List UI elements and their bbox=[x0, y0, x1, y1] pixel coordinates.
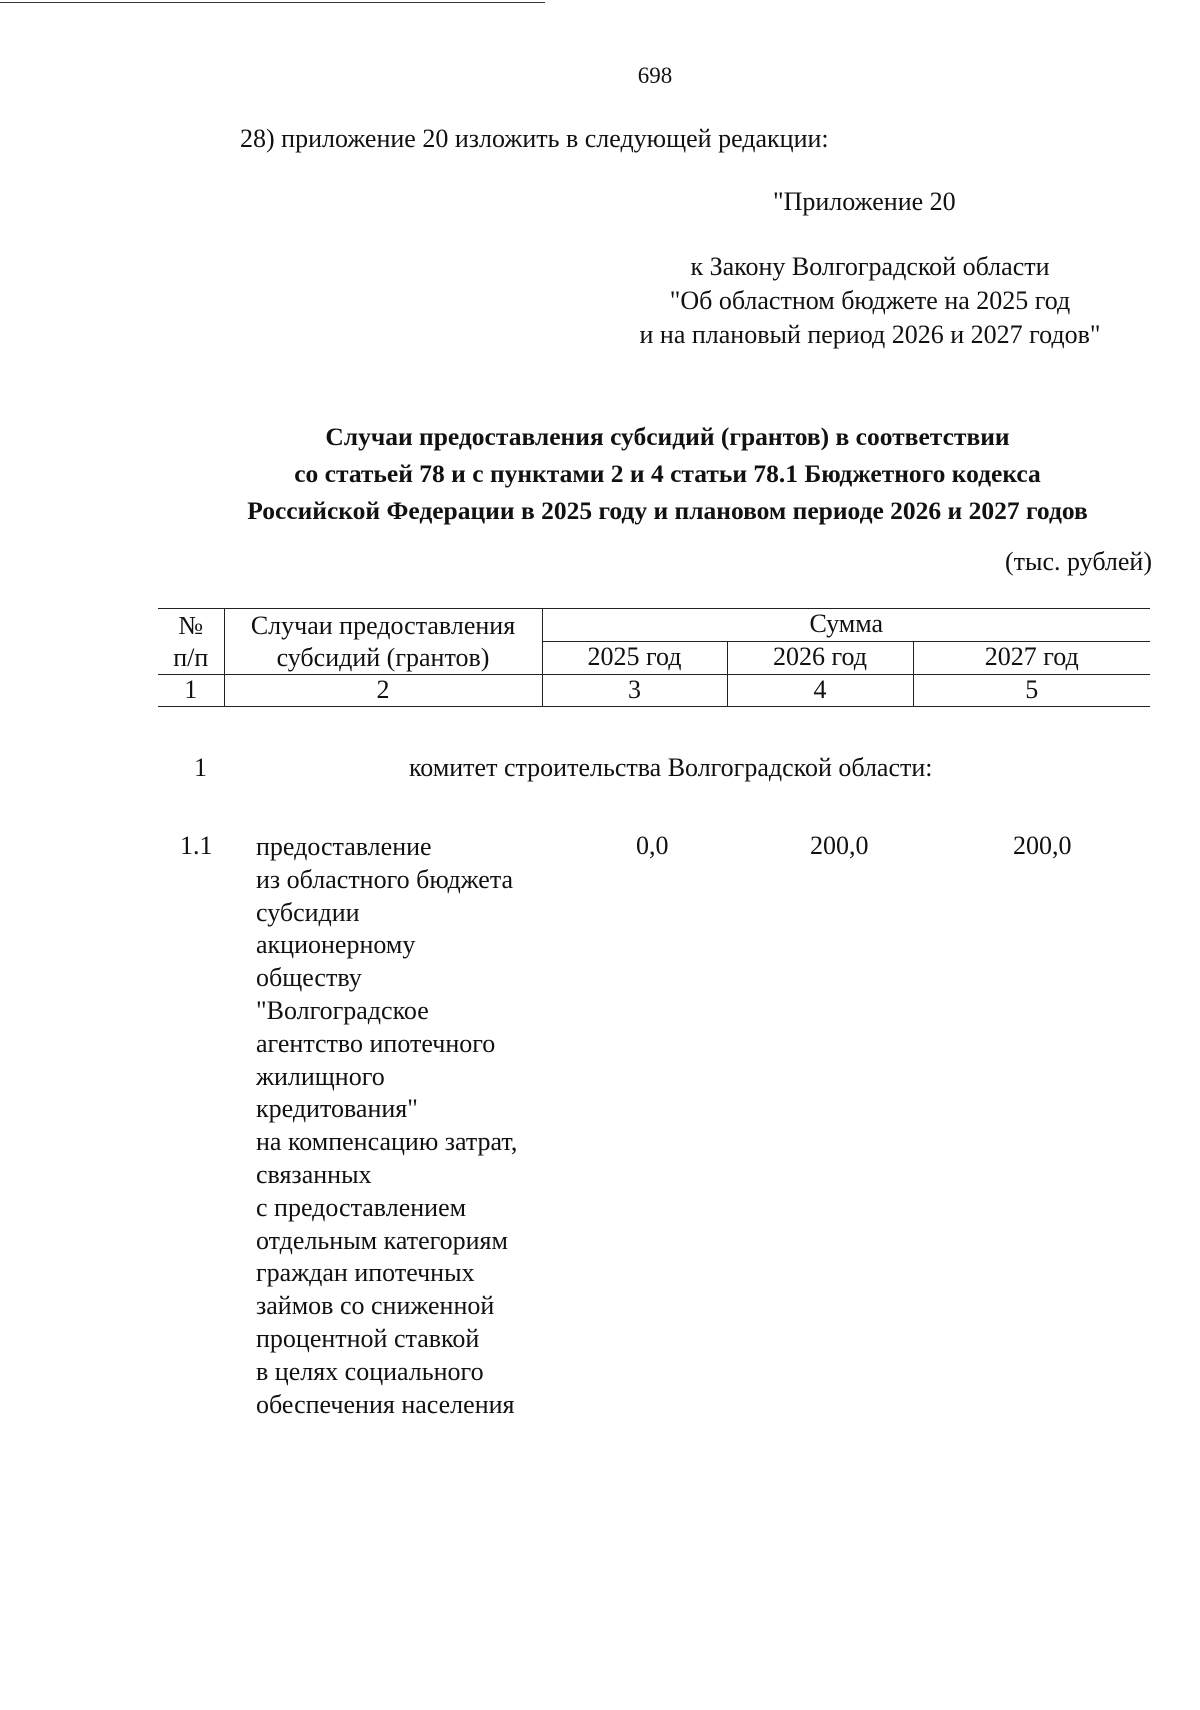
item-description-line: жилищного bbox=[256, 1061, 385, 1091]
header-cases-line: субсидий (грантов) bbox=[276, 643, 490, 672]
item-description-line: займов со сниженной bbox=[256, 1291, 495, 1321]
header-num-line: п/п bbox=[173, 643, 209, 672]
item-description-line: граждан ипотечных bbox=[256, 1258, 475, 1288]
item-description-line: в целях социального bbox=[256, 1356, 484, 1386]
header-cases bbox=[224, 609, 542, 675]
section-name: комитет строительства Волгоградской области: bbox=[409, 753, 933, 782]
item-value-2027: 200,0 bbox=[1013, 831, 1072, 860]
header-cases-line: Случаи предоставления bbox=[250, 611, 516, 640]
item-description-line: агентство ипотечного bbox=[256, 1028, 496, 1058]
document-title bbox=[160, 418, 1175, 529]
document-title-line: Российской Федерации в 2025 году и плановом периоде 2026 и 2027 годов bbox=[247, 496, 1088, 525]
item-description bbox=[256, 831, 576, 1421]
subsidy-table-header bbox=[158, 608, 1150, 707]
top-rule bbox=[0, 2, 545, 3]
column-number: 3 bbox=[542, 675, 727, 707]
header-year-2026: 2026 год bbox=[727, 642, 913, 675]
column-number: 2 bbox=[224, 675, 542, 707]
column-numbers-row bbox=[158, 675, 1150, 707]
item-description-line: субсидии bbox=[256, 897, 360, 927]
appendix-ref-line: к Закону Волгоградской области bbox=[690, 252, 1050, 281]
item-description-line: на компенсацию затрат, bbox=[256, 1127, 518, 1157]
item-value-2025: 0,0 bbox=[636, 831, 669, 860]
appendix-ref-line: "Об областном бюджете на 2025 год bbox=[669, 286, 1071, 315]
section-number: 1 bbox=[194, 753, 207, 782]
item-description-line: связанных bbox=[256, 1159, 372, 1189]
column-number: 5 bbox=[913, 675, 1150, 707]
header-num-line: № bbox=[178, 611, 204, 640]
item-description-line: кредитования" bbox=[256, 1094, 418, 1124]
appendix-title: "Приложение 20 bbox=[773, 187, 956, 216]
column-number: 4 bbox=[727, 675, 913, 707]
item-description-line: с предоставлением bbox=[256, 1192, 467, 1222]
appendix-ref-line: и на плановый период 2026 и 2027 годов" bbox=[639, 320, 1101, 349]
document-title-line: со статьей 78 и с пунктами 2 и 4 статьи 78.1 Бюджетного кодекса bbox=[294, 459, 1041, 488]
item-description-line: акционерному bbox=[256, 930, 416, 960]
document-title-line: Случаи предоставления субсидий (грантов) в соответствии bbox=[325, 422, 1010, 451]
item-value-2026: 200,0 bbox=[810, 831, 869, 860]
header-sum: Сумма bbox=[542, 609, 1150, 642]
item-description-line: обществу bbox=[256, 963, 362, 993]
intro-text: 28) приложение 20 изложить в следующей редакции: bbox=[240, 124, 829, 153]
header-year-2025: 2025 год bbox=[542, 642, 727, 675]
header-row bbox=[158, 609, 1150, 642]
item-description-line: процентной ставкой bbox=[256, 1323, 480, 1353]
item-description-line: обеспечения населения bbox=[256, 1389, 515, 1419]
header-year-2027: 2027 год bbox=[913, 642, 1150, 675]
item-description-line: предоставление bbox=[256, 832, 432, 861]
item-description-line: из областного бюджета bbox=[256, 864, 514, 894]
item-description-line: отдельным категориям bbox=[256, 1225, 508, 1255]
column-number: 1 bbox=[158, 675, 224, 707]
header-num bbox=[158, 609, 224, 675]
units-label: (тыс. рублей) bbox=[1004, 547, 1152, 576]
appendix-reference bbox=[560, 250, 1180, 352]
item-description-line: "Волгоградское bbox=[256, 995, 429, 1025]
item-number: 1.1 bbox=[180, 831, 213, 860]
page-number: 698 bbox=[637, 63, 673, 88]
